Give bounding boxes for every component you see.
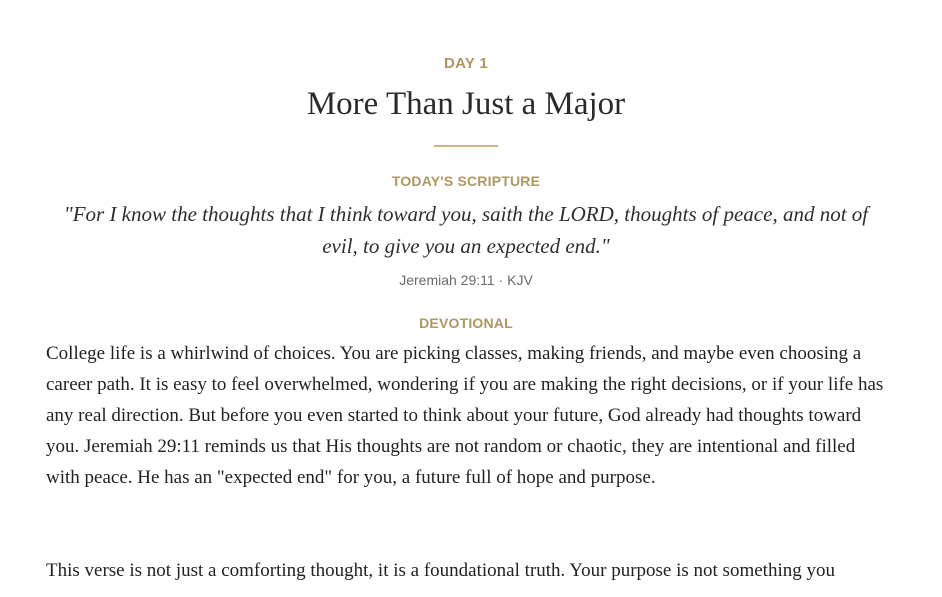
page-title: More Than Just a Major — [306, 86, 626, 122]
scripture-verse: "For I know the thoughts that I think toward you, saith the LORD, thoughts of peace, and not of evil, to give you an expected end." — [63, 202, 869, 258]
scripture-reference: Jeremiah 29:11 · KJV — [399, 272, 533, 288]
title-divider — [434, 145, 498, 147]
scripture-section-label: TODAY'S SCRIPTURE — [391, 173, 541, 189]
devotional-paragraph: This verse is not just a comforting thought, it is a foundational truth. Your purpose is not something you — [46, 560, 835, 581]
devotional-paragraph: College life is a whirlwind of choices. You are picking classes, making friends, and maybe even choosing a career path. It is easy to feel overwhelmed, wondering if you are making the right decisions, or if your life has any real direction. But before you even started to think about your future, God already had thoughts toward you. Jeremiah 29:11 reminds us that His thoughts are not random or chaotic, they are intentional and filled with peace. He has an "expected end" for you, a future full of hope and purpose. — [46, 343, 884, 488]
devotional-section-label: DEVOTIONAL — [419, 315, 513, 331]
day-label: DAY 1 — [443, 55, 489, 72]
